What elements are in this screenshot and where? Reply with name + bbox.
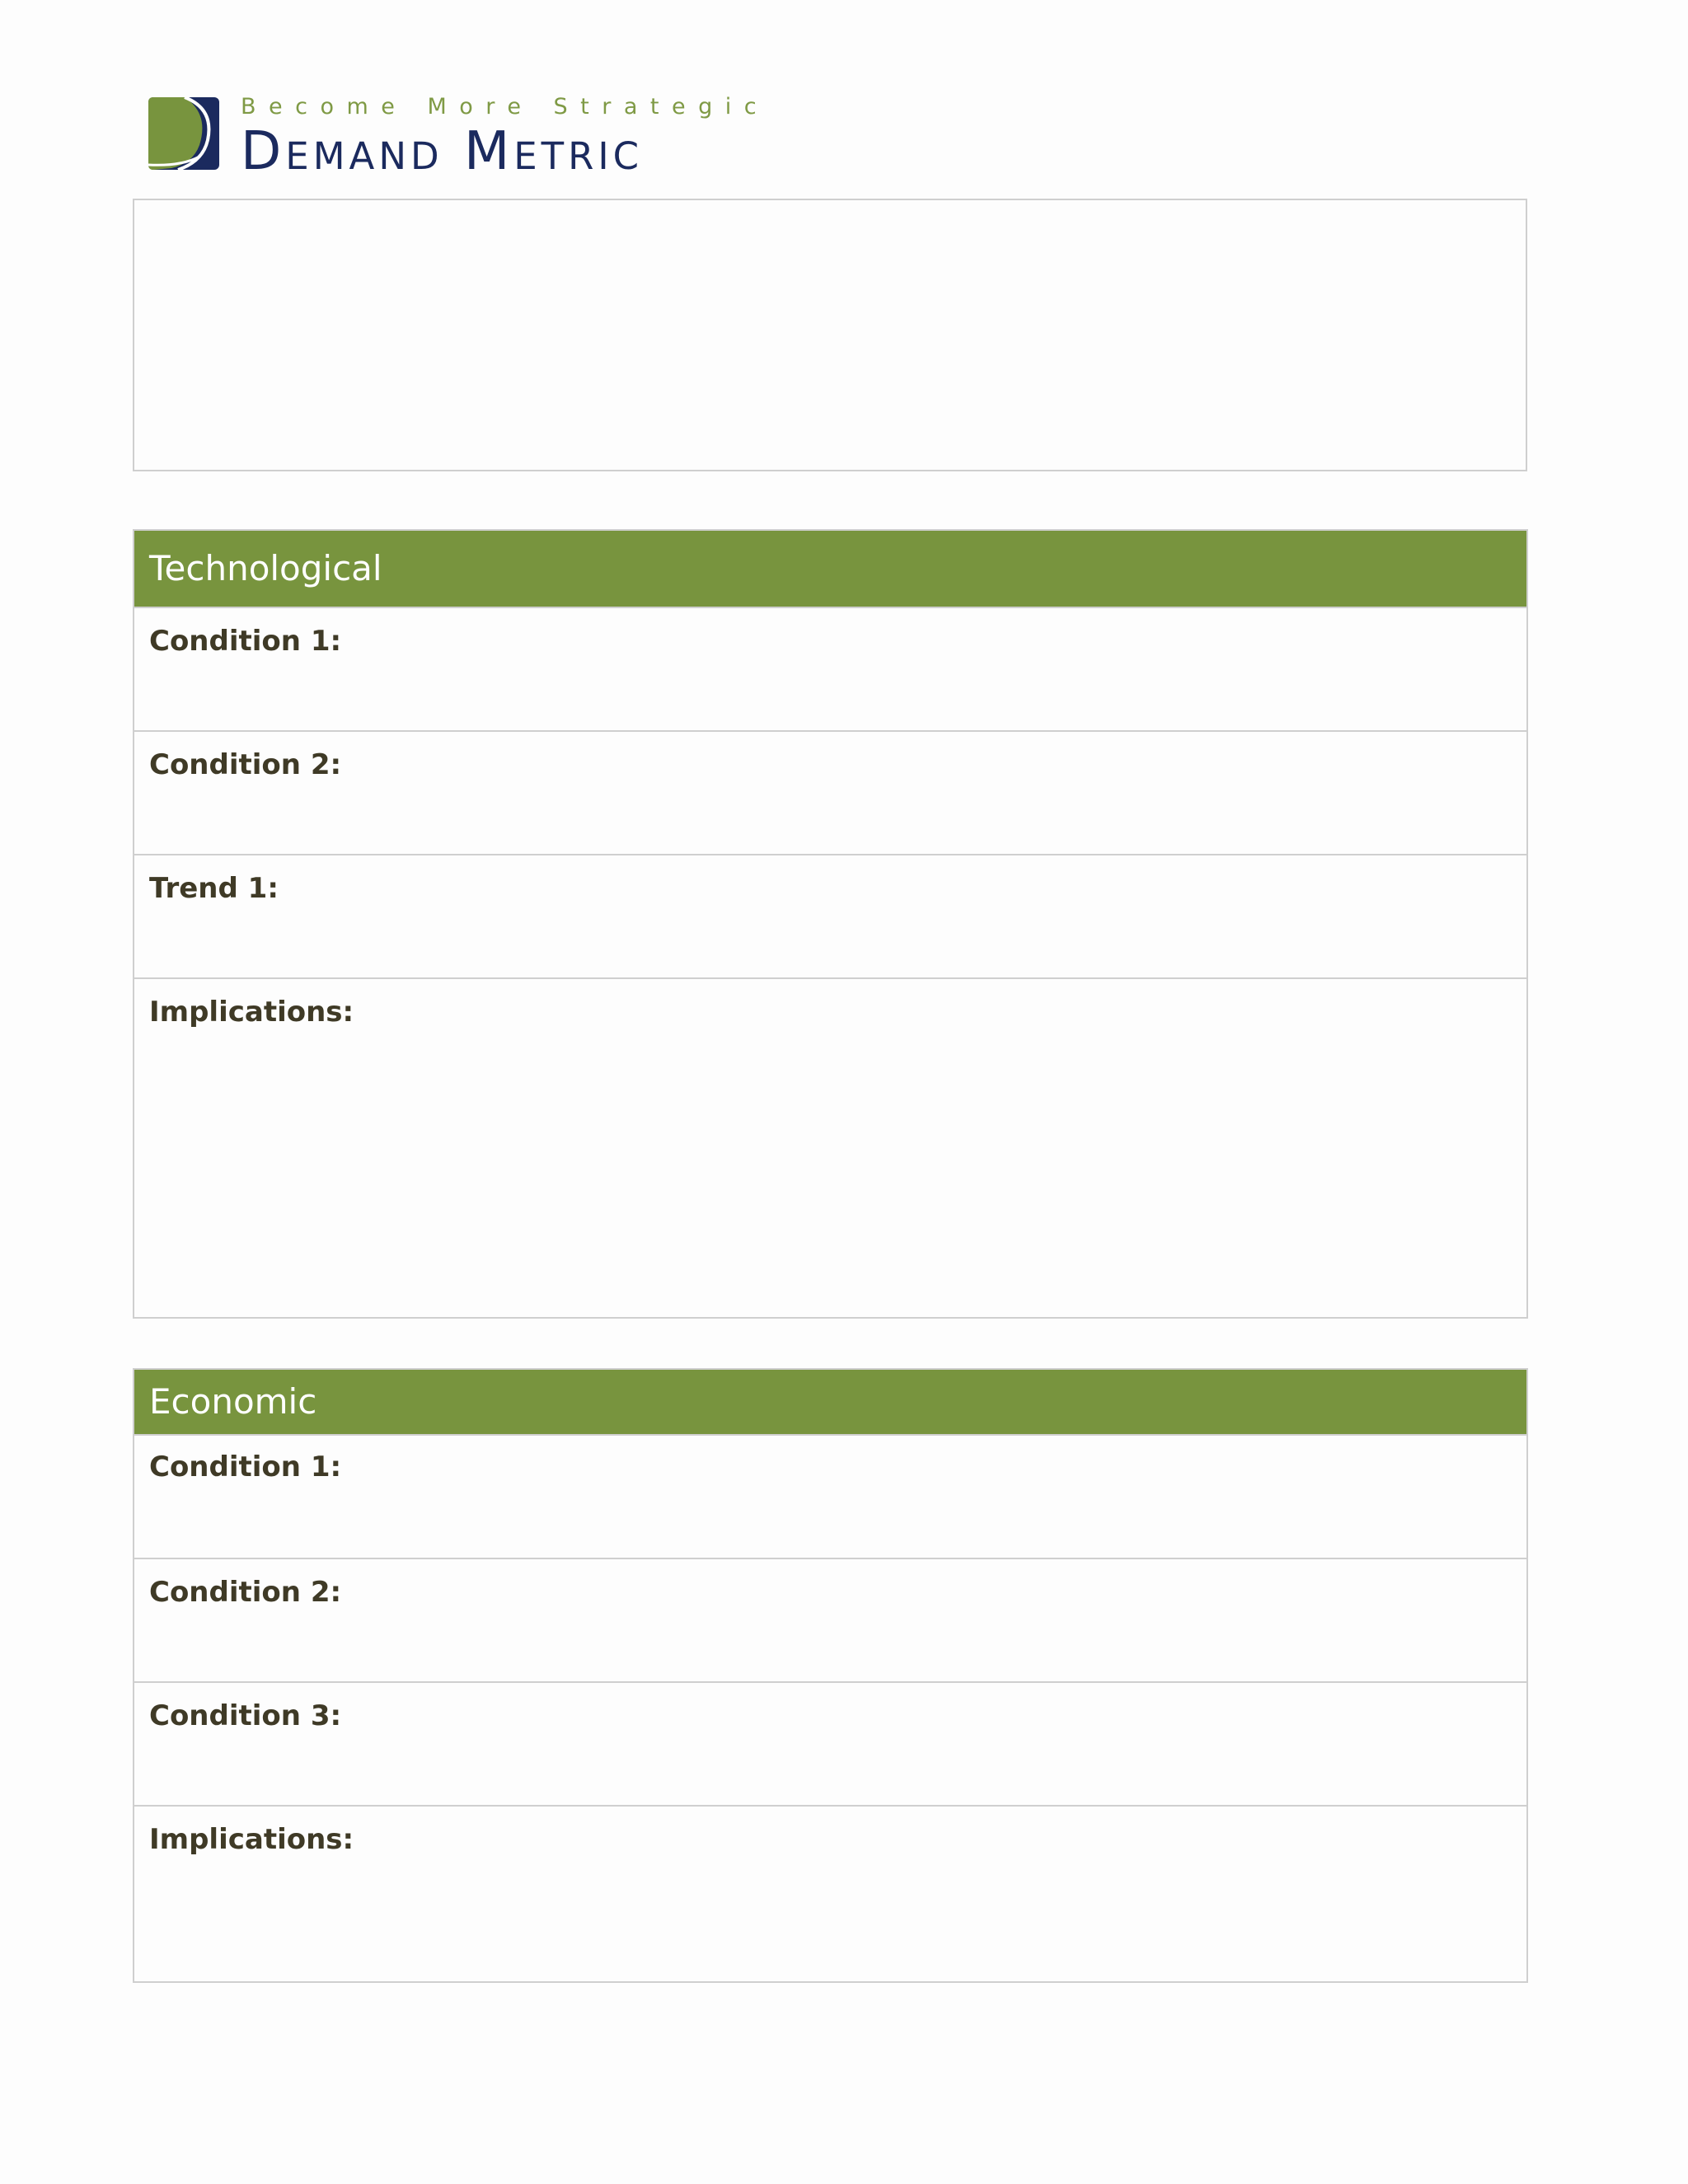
table-row[interactable]: [134, 855, 1526, 979]
technological-section: [133, 529, 1528, 1319]
table-row[interactable]: [134, 1436, 1526, 1559]
row-label: Condition 1:: [149, 1451, 342, 1483]
row-label: Trend 1:: [149, 872, 279, 905]
table-row[interactable]: [134, 1559, 1526, 1683]
row-label: Condition 2:: [149, 1576, 342, 1609]
row-label: Condition 1:: [149, 625, 342, 658]
logo-mark-icon: [148, 97, 219, 170]
top-text-box[interactable]: [133, 199, 1527, 471]
table-row[interactable]: [134, 979, 1526, 1317]
table-row[interactable]: [134, 608, 1526, 732]
row-label: Condition 3:: [149, 1699, 342, 1732]
section-title: Economic: [134, 1370, 1526, 1436]
table-row[interactable]: [134, 732, 1526, 855]
row-label: Implications:: [149, 1823, 354, 1856]
table-row[interactable]: [134, 1683, 1526, 1807]
economic-section: [133, 1368, 1528, 1983]
section-title: Technological: [134, 531, 1526, 608]
table-row[interactable]: [134, 1807, 1526, 1981]
row-label: Condition 2:: [149, 748, 342, 781]
demand-metric-logo: [148, 92, 799, 182]
logo-brand-name: Demand Metric: [241, 121, 644, 182]
logo-tagline: Become More Strategic: [241, 94, 770, 120]
row-label: Implications:: [149, 996, 354, 1029]
